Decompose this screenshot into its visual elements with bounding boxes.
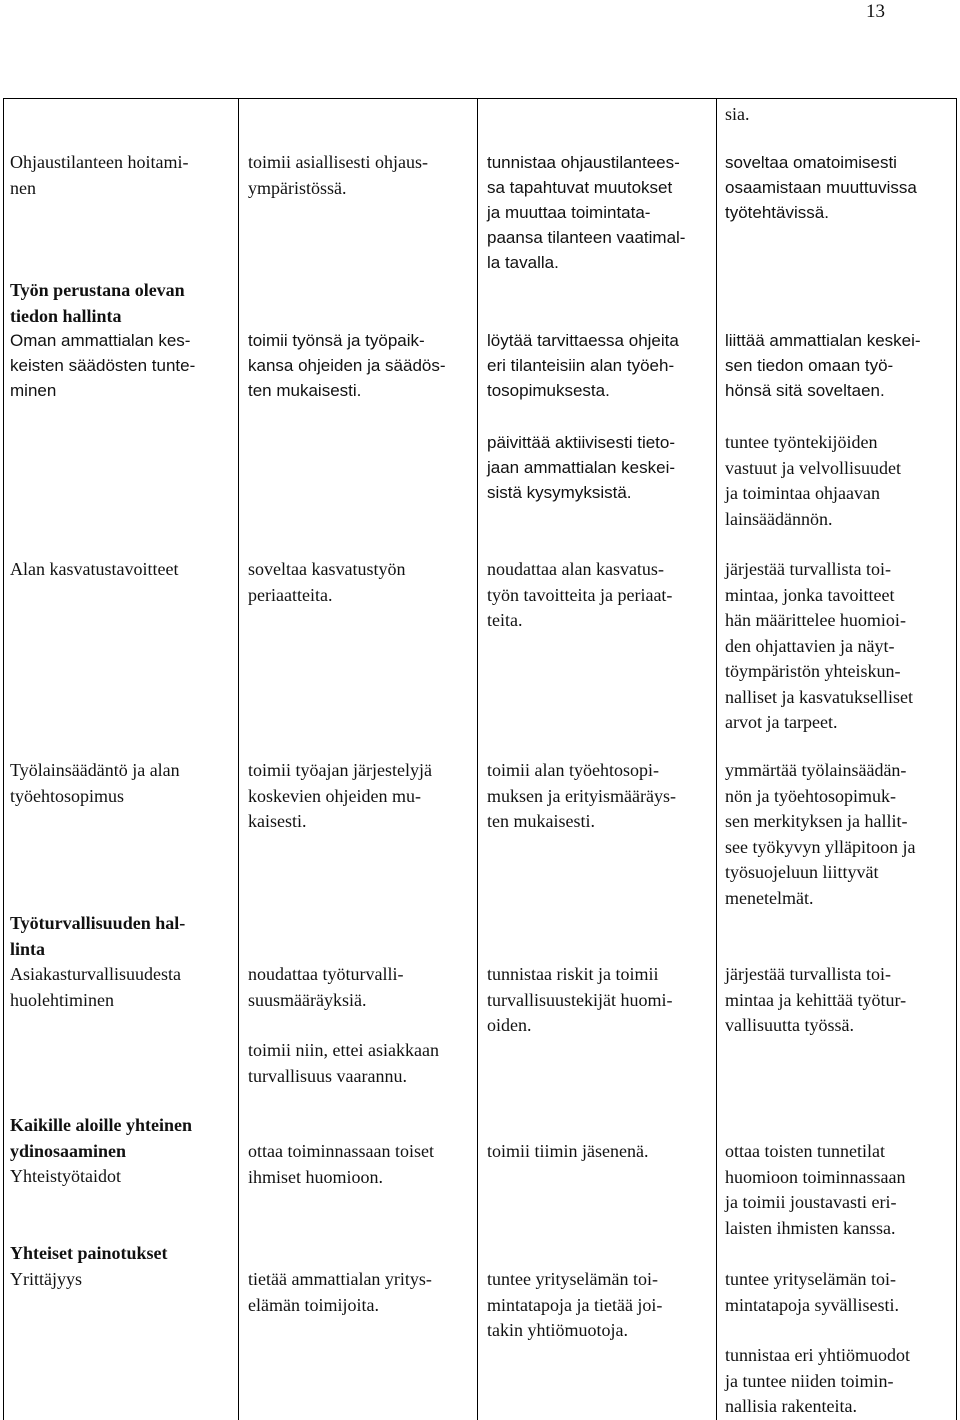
excellent-criterion: soveltaa omatoimisesti osaamistaan muuttuvissa työtehtävissä. xyxy=(725,153,917,222)
good-criterion: toimii tiimin jäsenenä. xyxy=(487,1141,649,1161)
good-criterion: toimii alan työehtosopi- muksen ja erityismääräys- ten mukaisesti. xyxy=(487,760,676,831)
satisfactory-criterion: ottaa toiminnassaan toiset ihmiset huomioon. xyxy=(248,1141,434,1187)
excellent-criterion-extra: tunnistaa eri yhtiömuodot ja tuntee niiden toimin- nallisia rakenteita. xyxy=(725,1345,910,1416)
carryover-text: sia. xyxy=(725,104,750,124)
column-divider xyxy=(716,98,717,1420)
good-criterion: tunnistaa ohjaustilantees- sa tapahtuvat muutokset ja muuttaa toimintata- paansa tilanteen vaatimal- la tavalla. xyxy=(487,153,686,272)
satisfactory-criterion: toimii asiallisesti ohjaus- ympäristössä. xyxy=(248,152,428,198)
criterion-title: Työturvallisuuden hal- linta Asiakasturvallisuudesta huolehtiminen xyxy=(10,913,186,1010)
excellent-criterion: järjestää turvallista toi- mintaa, jonka tavoitteet hän määrittelee huomioi- den ohjattavien ja näyt- töympäristön yhteiskun- nalliset ja kasvatukselliset arvot ja tarpeet. xyxy=(725,559,913,732)
good-criterion: päivittää aktiivisesti tieto- jaan ammattialan keskei- sistä kysymyksistä. xyxy=(487,433,676,502)
excellent-criterion: tuntee yrityselämän toi- mintatapoja syvällisesti. xyxy=(725,1269,899,1315)
criterion-title: Ohjaustilanteen hoitami- nen xyxy=(10,152,189,198)
column-divider xyxy=(477,98,478,1420)
satisfactory-criterion-extra: toimii niin, ettei asiakkaan turvallisuus vaarannu. xyxy=(248,1040,439,1086)
excellent-criterion: ottaa toisten tunnetilat huomioon toiminnassaan ja toimii joustavasti eri- laisten ihmisten kanssa. xyxy=(725,1141,906,1238)
criterion-title: Työlainsäädäntö ja alan työehtosopimus xyxy=(10,760,180,806)
criterion-title: Alan kasvatustavoitteet xyxy=(10,559,179,579)
satisfactory-criterion: tietää ammattialan yritys- elämän toimijoita. xyxy=(248,1269,432,1315)
excellent-criterion: liittää ammattialan keskei- sen tiedon omaan työ- hönsä sitä soveltaen. xyxy=(725,331,921,400)
column-divider xyxy=(238,98,239,1420)
criterion-title: Yhteiset painotukset Yrittäjyys xyxy=(10,1243,168,1289)
satisfactory-criterion: toimii työnsä ja työpaik- kansa ohjeiden ja säädös- ten mukaisesti. xyxy=(248,331,446,400)
satisfactory-criterion: toimii työajan järjestelyjä koskevien ohjeiden mu- kaisesti. xyxy=(248,760,432,831)
satisfactory-criterion: noudattaa työturvalli- suusmääräyksiä. xyxy=(248,964,404,1010)
good-criterion: löytää tarvittaessa ohjeita eri tilanteisiin alan työeh- tosopimuksesta. xyxy=(487,331,679,400)
page-number: 13 xyxy=(866,1,885,22)
excellent-criterion: ymmärtää työlainsäädän- nön ja työehtosopimuk- sen merkityksen ja hallit- see työkyvyn ylläpitoon ja työsuojeluun liittyvät menetelmät. xyxy=(725,760,916,908)
good-criterion: tuntee yrityselämän toi- mintatapoja ja tietää joi- takin yhtiömuotoja. xyxy=(487,1269,663,1340)
good-criterion: tunnistaa riskit ja toimii turvallisuustekijät huomi- oiden. xyxy=(487,964,673,1035)
satisfactory-criterion: soveltaa kasvatustyön periaatteita. xyxy=(248,559,406,605)
criterion-title: Työn perustana olevan tiedon hallinta xyxy=(10,280,185,326)
excellent-criterion: järjestää turvallista toi- mintaa ja kehittää työtur- vallisuutta työssä. xyxy=(725,964,907,1035)
excellent-criterion: tuntee työntekijöiden vastuut ja velvollisuudet ja toimintaa ohjaavan lainsäädännön. xyxy=(725,432,901,529)
good-criterion: noudattaa alan kasvatus- työn tavoitteita ja periaat- teita. xyxy=(487,559,673,630)
criterion-title: Kaikille aloille yhteinen ydinosaaminen Yhteistyötaidot xyxy=(10,1115,193,1186)
criterion-subtitle: Oman ammattialan kes- keisten säädösten tunte- minen xyxy=(10,331,196,400)
